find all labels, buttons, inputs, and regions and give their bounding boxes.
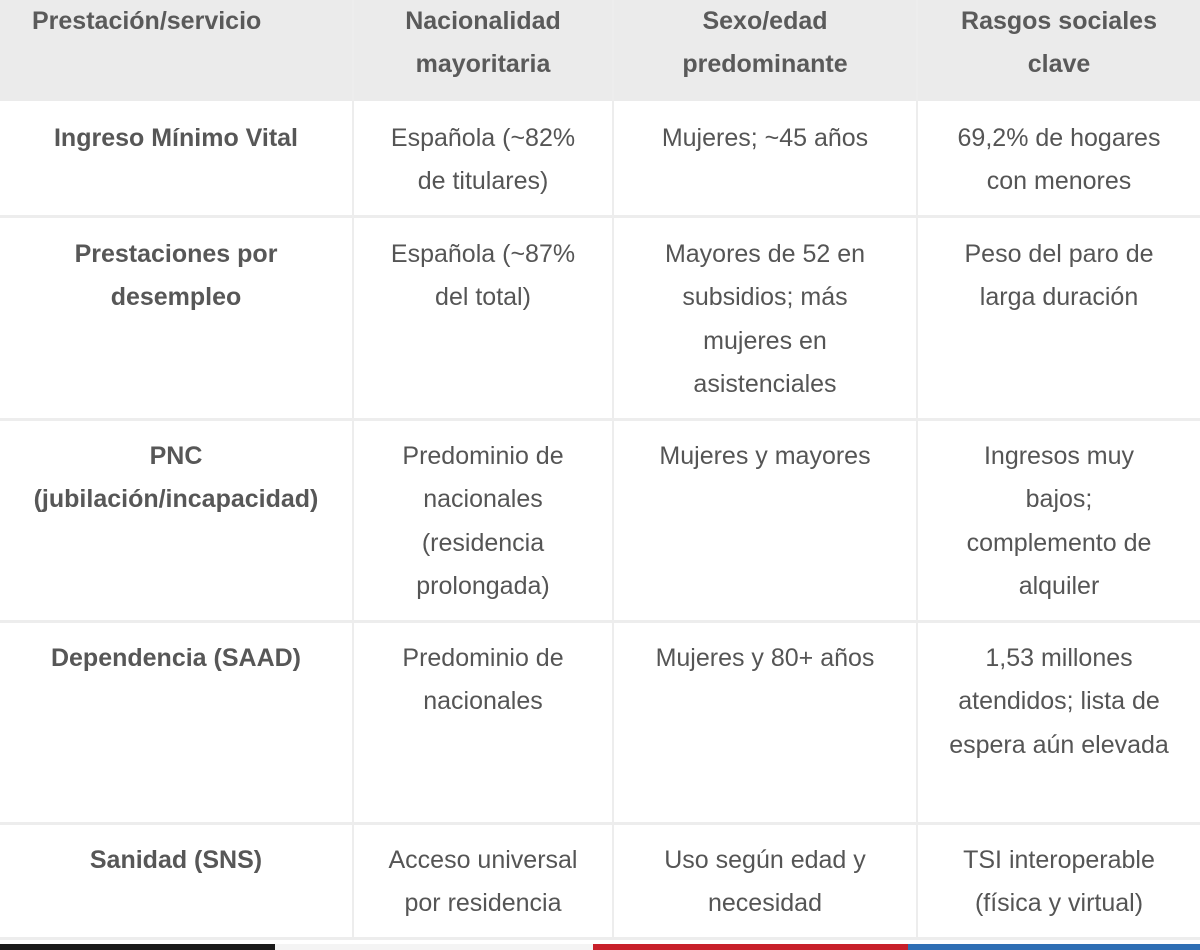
strip-segment [275,944,593,950]
cell-text: Uso según edad y necesidad [664,846,866,918]
table-row [0,839,1200,939]
cell-prestacion [0,117,352,160]
cell-sexo-edad [614,233,916,407]
header-cell-nacionalidad [354,0,612,87]
cell-rasgos [918,435,1200,609]
cell-text: Acceso universal por residencia [388,846,578,918]
cell-text: Española (~82% de titulares) [390,124,576,196]
cell-rasgos [918,637,1200,767]
cell-text: Predominio de nacionales (residencia prolongada) [402,442,564,601]
cell-text: 69,2% de hogares con menores [957,124,1161,196]
cell-text: Ingresos muy bajos; complemento de alquiler [966,442,1152,601]
row-divider [0,822,1200,825]
header-label: Prestación/servicio [32,7,262,35]
strip-segment [593,944,908,950]
cell-text: Mayores de 52 en subsidios; más mujeres en asistenciales [664,240,866,399]
row-divider [0,620,1200,623]
header-cell-prestacion [0,0,352,43]
cell-rasgos [918,233,1200,320]
cell-sexo-edad [614,637,916,680]
cell-text: Predominio de nacionales [402,644,564,716]
cell-text: Española (~87% del total) [390,240,576,312]
column-divider [352,0,354,940]
table-row [0,233,1200,419]
cell-text: Ingreso Mínimo Vital [53,124,299,152]
cell-prestacion [0,839,352,882]
cell-text: PNC (jubilación/incapacidad) [33,442,319,514]
row-divider [0,418,1200,421]
cell-nacionalidad [354,839,612,926]
cell-text: Sanidad (SNS) [89,846,263,874]
cell-text: Mujeres y mayores [659,442,871,470]
bottom-color-strip [0,944,1200,950]
cell-text: Peso del paro de larga duración [964,240,1154,312]
row-divider [0,215,1200,218]
table-header-row [0,0,1200,101]
strip-segment [908,944,1200,950]
cell-sexo-edad [614,839,916,926]
header-label: Nacionalidad mayoritaria [405,7,561,79]
cell-prestacion [0,637,352,680]
cell-text: 1,53 millones atendidos; lista de espera aún elevada [949,644,1169,759]
cell-sexo-edad [614,117,916,160]
header-label: Sexo/edad predominante [682,7,848,79]
strip-segment [0,944,275,950]
cell-text: Dependencia (SAAD) [50,644,302,672]
cell-nacionalidad [354,117,612,204]
row-divider [0,937,1200,940]
cell-text: Mujeres; ~45 años [661,124,869,152]
header-cell-rasgos [918,0,1200,87]
cell-nacionalidad [354,637,612,724]
table-row [0,637,1200,823]
cell-prestacion [0,435,352,522]
cell-sexo-edad [614,435,916,478]
header-label: Rasgos sociales clave [961,7,1157,79]
cell-text: Prestaciones por desempleo [74,240,278,312]
cell-nacionalidad [354,233,612,320]
cell-rasgos [918,117,1200,204]
table-row [0,435,1200,621]
column-divider [916,0,918,940]
cell-text: Mujeres y 80+ años [655,644,875,672]
cell-prestacion [0,233,352,320]
header-cell-sexo-edad [614,0,916,87]
table-row [0,117,1200,217]
column-divider [612,0,614,940]
cell-nacionalidad [354,435,612,609]
cell-text: TSI interoperable (física y virtual) [963,846,1155,918]
cell-rasgos [918,839,1200,926]
